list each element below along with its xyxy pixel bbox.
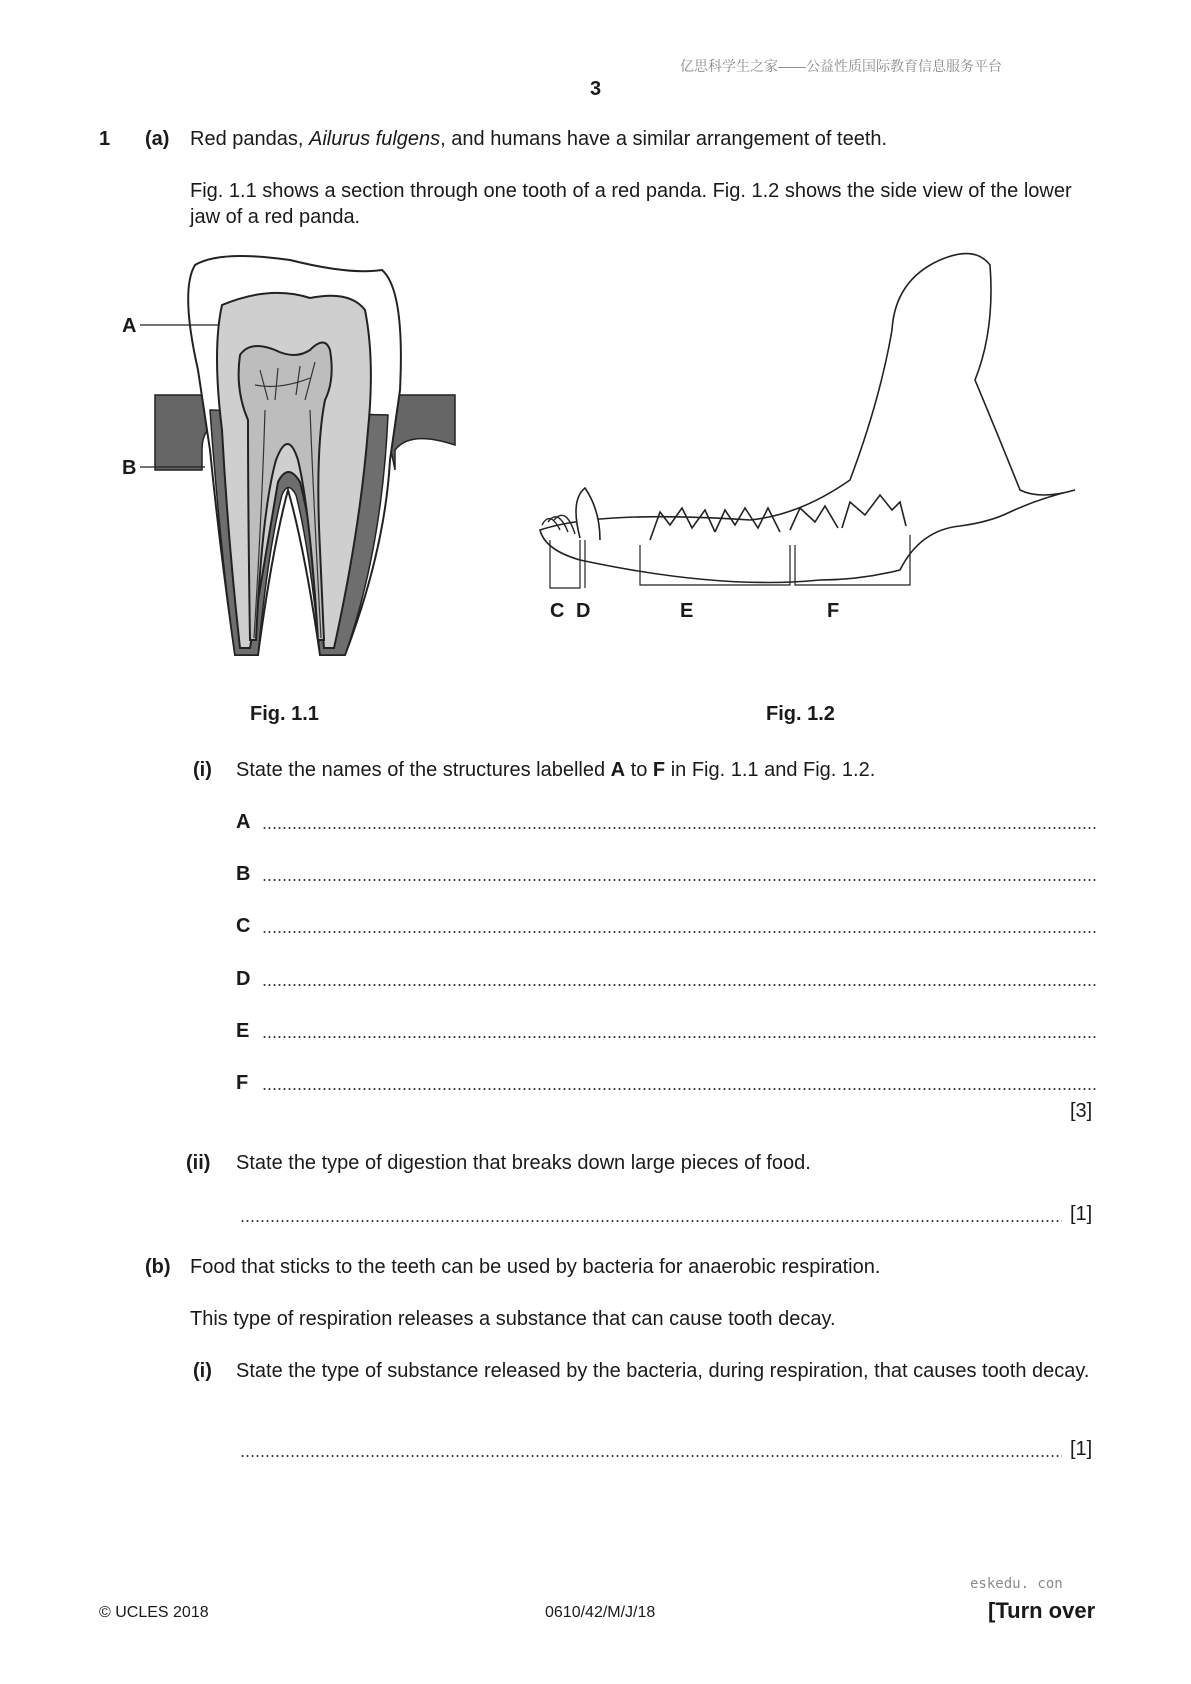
part-a-ii-label: (ii) [186, 1152, 211, 1174]
footer-watermark: eskedu. con [970, 1576, 1063, 1592]
marks-a-i: [3] [1070, 1100, 1093, 1122]
answer-letter-e: E [236, 1020, 250, 1042]
part-b-label: (b) [145, 1256, 171, 1278]
answer-line-b-i[interactable] [240, 1455, 1062, 1457]
part-b-i-label: (i) [193, 1360, 212, 1382]
answer-line-f[interactable] [262, 1088, 1096, 1090]
turn-over: [Turn over [988, 1598, 1096, 1623]
answer-letter-b: B [236, 863, 251, 885]
part-b-i-question: State the type of substance released by the bacteria, during respiration, that causes tooth decay. [236, 1360, 1090, 1382]
answer-letter-f: F [236, 1072, 249, 1094]
answer-line-d[interactable] [262, 984, 1096, 986]
answer-letter-a: A [236, 811, 251, 833]
answer-line-e[interactable] [262, 1036, 1096, 1038]
header-watermark: 亿思科学生之家——公益性质国际教育信息服务平台 [680, 58, 1002, 74]
answer-letter-c: C [236, 915, 251, 937]
fig1-label-b: B [122, 457, 137, 479]
part-a-i-question: State the names of the structures labelled A to F in Fig. 1.1 and Fig. 1.2. [236, 759, 876, 781]
fig1-caption: Fig. 1.1 [250, 703, 319, 725]
copyright: © UCLES 2018 [99, 1604, 209, 1621]
answer-letter-d: D [236, 968, 251, 990]
answer-line-a[interactable] [262, 827, 1096, 829]
fig2-label-d: D [576, 600, 591, 622]
fig2-caption: Fig. 1.2 [766, 703, 835, 725]
paper-code: 0610/42/M/J/18 [545, 1604, 656, 1621]
fig1-label-a: A [122, 315, 137, 337]
page-number: 3 [590, 78, 602, 100]
answer-line-a-ii[interactable] [240, 1220, 1062, 1222]
part-a-ii-question: State the type of digestion that breaks down large pieces of food. [236, 1152, 811, 1174]
part-a-figure-text: Fig. 1.1 shows a section through one tooth of a red panda. Fig. 1.2 shows the side view of the lower jaw of a red panda. [190, 180, 1072, 228]
part-a-label: (a) [145, 128, 170, 150]
marks-b-i: [1] [1070, 1438, 1093, 1460]
answer-line-c[interactable] [262, 931, 1096, 933]
jaw-side-view-diagram [520, 240, 1100, 680]
marks-a-ii: [1] [1070, 1203, 1093, 1225]
part-b-text1: Food that sticks to the teeth can be used by bacteria for anaerobic respiration. [190, 1256, 881, 1278]
question-number: 1 [99, 128, 111, 150]
part-a-intro: Red pandas, Ailurus fulgens, and humans have a similar arrangement of teeth. [190, 128, 888, 150]
fig2-label-c: C [550, 600, 565, 622]
tooth-section-diagram [110, 250, 470, 660]
part-b-text2: This type of respiration releases a substance that can cause tooth decay. [190, 1308, 836, 1330]
fig2-label-f: F [827, 600, 840, 622]
fig2-label-e: E [680, 600, 694, 622]
answer-line-b[interactable] [262, 879, 1096, 881]
part-a-i-label: (i) [193, 759, 212, 781]
